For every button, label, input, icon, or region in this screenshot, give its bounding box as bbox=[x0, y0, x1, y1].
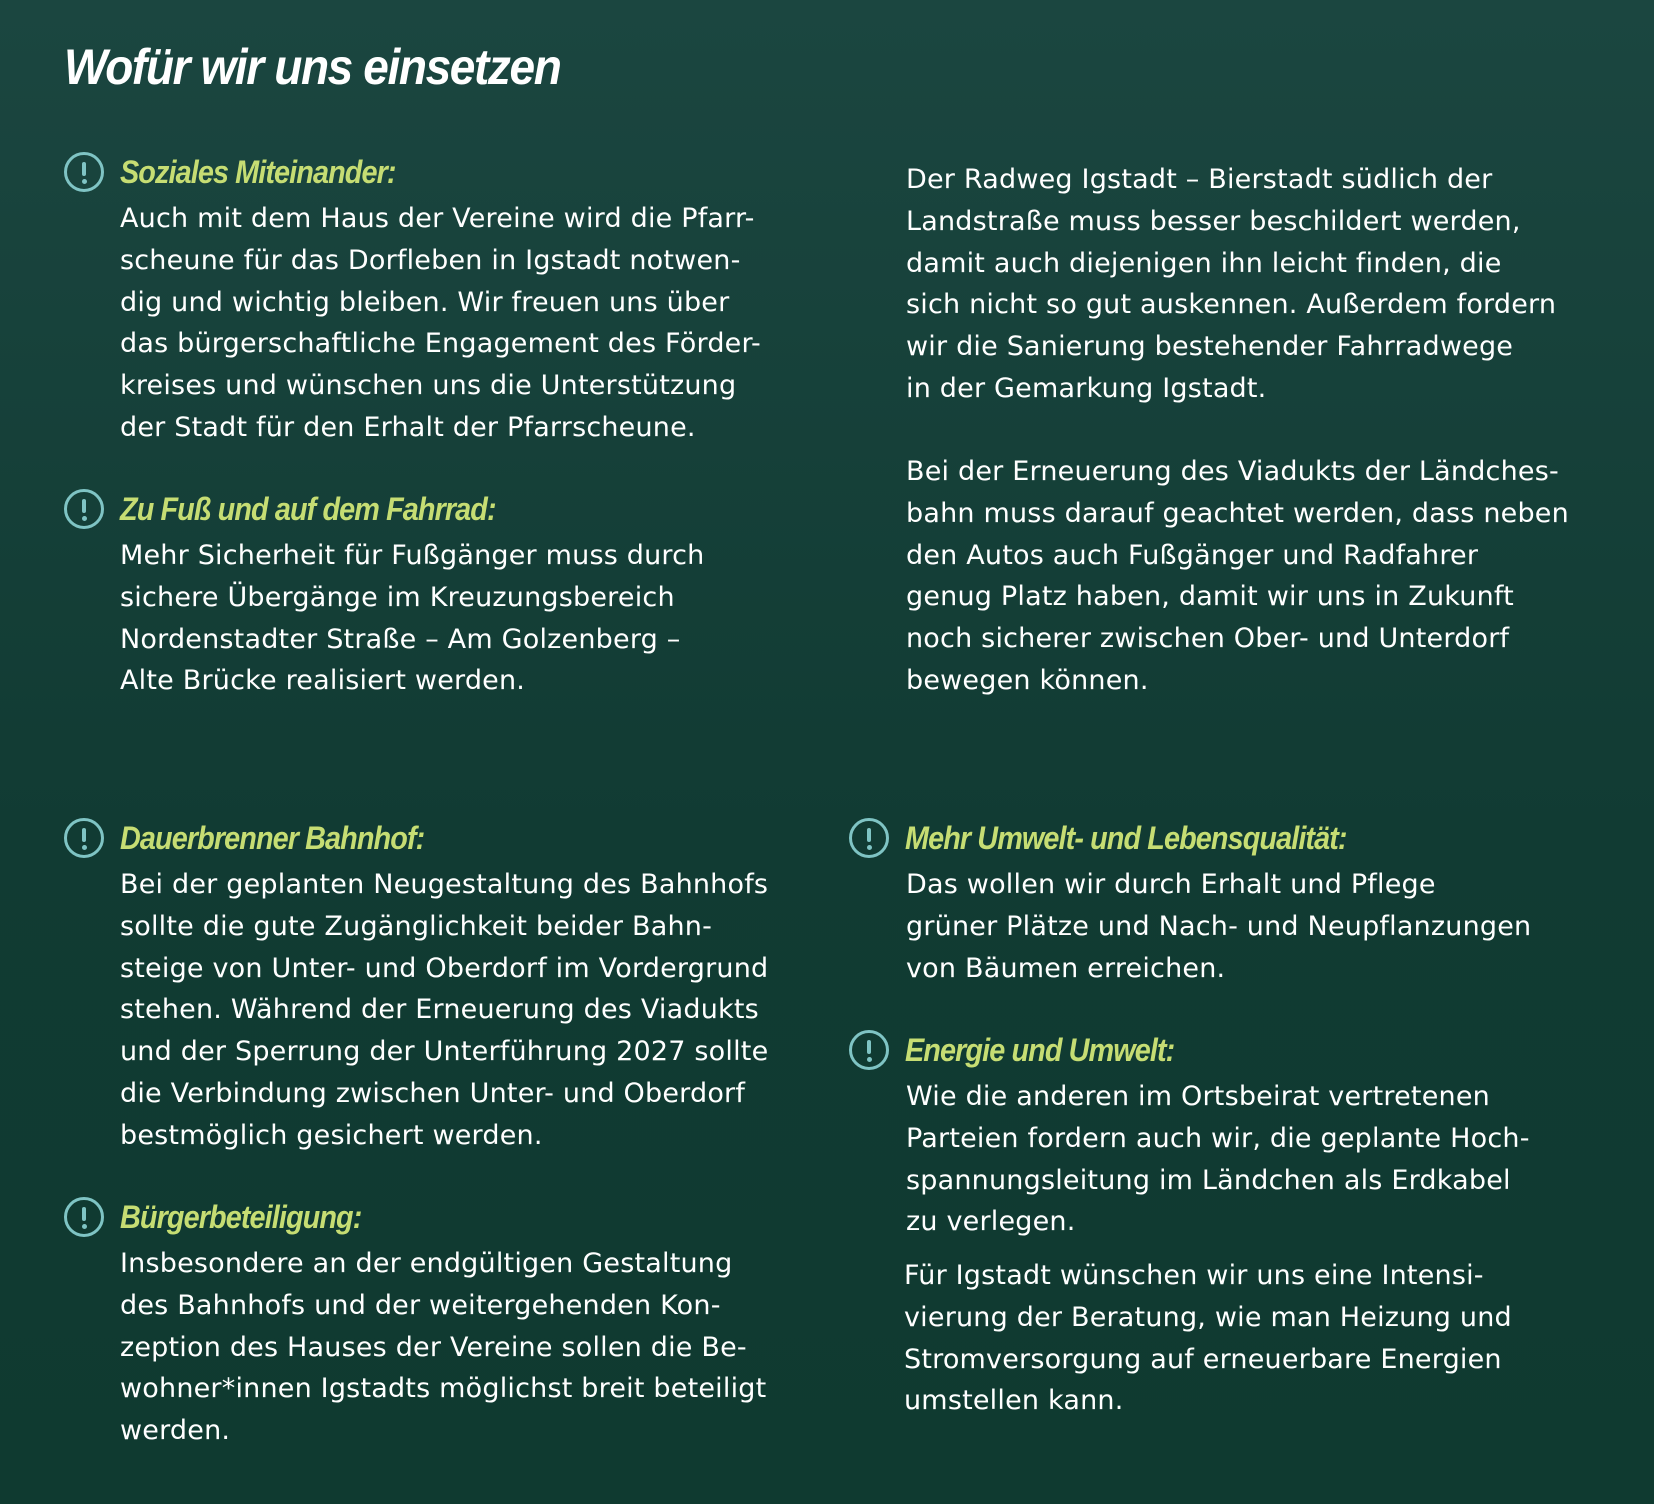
section-heading: Soziales Miteinander: bbox=[120, 154, 396, 190]
paragraph-viadukt: Bei der Erneuerung des Viadukts der Ländches- bahn muss darauf geachtet werden, dass neben den Autos auch Fußgänger und Radfahrer genug Platz haben, damit wir uns in Zukunft noch sicherer zwischen Ober- und Unterdorf bewegen können. bbox=[906, 456, 1569, 696]
section-zu-fuss bbox=[64, 487, 824, 702]
exclamation-circle-icon bbox=[64, 489, 104, 529]
section-buergerbeteiligung bbox=[64, 1195, 824, 1452]
paragraph-radweg: Der Radweg Igstadt – Bierstadt südlich der Landstraße muss besser beschildert werden, damit auch diejenigen ihn leicht finden, die sich nicht so gut auskennen. Außerdem fordern wir die Sanierung bestehender Fahrradwege in der Gemarkung Igstadt. bbox=[906, 164, 1557, 404]
section-energie-umwelt bbox=[849, 1028, 1629, 1243]
paragraph-beratung: Für Igstadt wünschen wir uns eine Intensi- vierung der Beratung, wie man Heizung und Stromversorgung auf erneuerbare Energien umstellen kann. bbox=[904, 1260, 1512, 1417]
exclamation-circle-icon bbox=[64, 818, 104, 858]
section-text: Bei der geplanten Neugestaltung des Bahnhofs sollte die gute Zugänglichkeit beider Bahn- steige von Unter- und Oberdorf im Vordergrund stehen. Während der Erneuerung des Viadukts und der Sperrung der Unterführung 2027 sollte die Verbindung zwischen Unter- und Oberdorf bestmöglich gesichert werden. bbox=[120, 869, 769, 1151]
section-text: Das wollen wir durch Erhalt und Pflege grüner Plätze und Nach- und Neupflanzungen von Bäumen erreichen. bbox=[906, 869, 1532, 984]
section-heading: Energie und Umwelt: bbox=[905, 1032, 1175, 1068]
section-heading: Dauerbrenner Bahnhof: bbox=[120, 820, 425, 856]
section-dauerbrenner-bahnhof bbox=[64, 816, 824, 1157]
section-text: Wie die anderen im Ortsbeirat vertretenen Parteien fordern auch wir, die geplante Hoch- spannungsleitung im Ländchen als Erdkabel zu verlegen. bbox=[906, 1081, 1530, 1238]
section-text: Auch mit dem Haus der Vereine wird die Pfarr- scheune für das Dorfleben in Igstadt notwen- dig und wichtig bleiben. Wir freuen uns über das bürgerschaftliche Engagement des Förder- kreises und wünschen uns die Unterstützung der Stadt für den Erhalt der Pfarrscheune. bbox=[120, 203, 761, 443]
section-heading: Zu Fuß und auf dem Fahrrad: bbox=[120, 491, 496, 527]
exclamation-circle-icon bbox=[64, 152, 104, 192]
exclamation-circle-icon bbox=[849, 818, 889, 858]
section-text: Insbesondere an der endgültigen Gestaltung des Bahnhofs und der weitergehenden Kon- zeption des Hauses der Vereine sollen die Be- wohner*innen Igstadts möglichst breit beteiligt werden. bbox=[120, 1248, 767, 1447]
page-title: Wofür wir uns einsetzen bbox=[64, 39, 561, 95]
exclamation-circle-icon bbox=[64, 1197, 104, 1237]
section-umwelt-lebensqualitaet bbox=[849, 816, 1629, 989]
section-heading: Mehr Umwelt- und Lebensqualität: bbox=[905, 820, 1347, 856]
exclamation-circle-icon bbox=[849, 1030, 889, 1070]
section-text: Mehr Sicherheit für Fußgänger muss durch sichere Übergänge im Kreuzungsbereich Nordenstadter Straße – Am Golzenberg – Alte Brücke realisiert werden. bbox=[120, 540, 705, 697]
section-heading: Bürgerbeteiligung: bbox=[120, 1199, 362, 1235]
section-soziales-miteinander bbox=[64, 150, 824, 449]
